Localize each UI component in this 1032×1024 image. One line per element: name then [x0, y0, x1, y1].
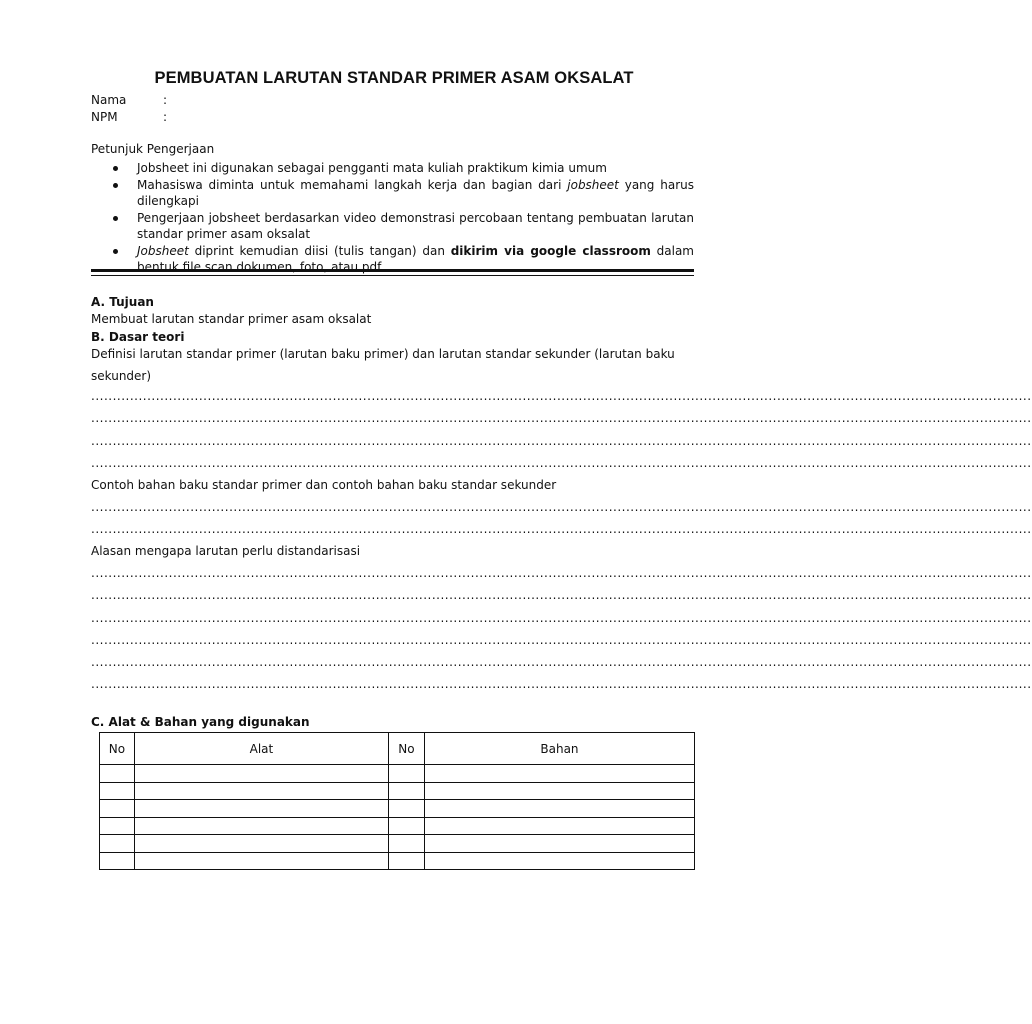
bullet-icon — [113, 183, 118, 188]
table-cell[interactable] — [100, 835, 135, 853]
table-cell[interactable] — [134, 800, 388, 818]
bullet-icon — [113, 249, 118, 254]
table-cell[interactable] — [100, 800, 135, 818]
table-cell[interactable] — [134, 835, 388, 853]
table-row — [100, 782, 695, 800]
table-cell[interactable] — [134, 852, 388, 870]
equipment-table — [99, 732, 695, 870]
table-cell[interactable] — [388, 817, 424, 835]
answer-line: .......................................................................................................................................................................................................................... — [91, 434, 1032, 448]
instructions-heading: Petunjuk Pengerjaan — [91, 142, 215, 156]
table-cell[interactable] — [134, 782, 388, 800]
question-1: Definisi larutan standar primer (larutan baku primer) dan larutan standar sekunder (larutan baku — [91, 347, 675, 361]
table-row — [100, 835, 695, 853]
instructions-list — [91, 160, 694, 276]
table-cell[interactable] — [134, 817, 388, 835]
col-bahan: Bahan — [424, 733, 694, 765]
table-cell[interactable] — [388, 835, 424, 853]
table-cell[interactable] — [134, 765, 388, 783]
instruction-bold: dikirim via google classroom — [450, 243, 651, 258]
instruction-item — [91, 210, 694, 243]
question-2: Contoh bahan baku standar primer dan contoh bahan baku standar sekunder — [91, 478, 557, 492]
col-alat: Alat — [134, 733, 388, 765]
table-row — [100, 800, 695, 818]
name-label: Nama — [91, 93, 127, 107]
section-a-text: Membuat larutan standar primer asam oksalat — [91, 312, 372, 326]
instruction-text: dalam bentuk file scan dokumen, foto, atau pdf — [137, 243, 694, 274]
table-cell[interactable] — [100, 765, 135, 783]
table-row — [100, 852, 695, 870]
instruction-italic: jobsheet — [567, 177, 619, 192]
table-cell[interactable] — [100, 817, 135, 835]
question-3: Alasan mengapa larutan perlu distandarisasi — [91, 544, 361, 558]
instruction-text: Mahasiswa diminta untuk memahami langkah kerja dan bagian dari — [137, 177, 568, 192]
answer-line: .......................................................................................................................................................................................................................... — [91, 655, 1032, 669]
instruction-item — [91, 177, 694, 210]
answer-line: .......................................................................................................................................................................................................................... — [91, 677, 1032, 691]
thin-divider — [91, 275, 694, 276]
bullet-icon — [113, 216, 118, 221]
document-title: PEMBUATAN LARUTAN STANDAR PRIMER ASAM OKSALAT — [154, 69, 634, 87]
table-row — [100, 765, 695, 783]
answer-line: .......................................................................................................................................................................................................................... — [91, 566, 1032, 580]
answer-line: .......................................................................................................................................................................................................................... — [91, 588, 1032, 602]
question-1-cont: sekunder) — [91, 369, 152, 383]
table-row — [100, 817, 695, 835]
table-cell[interactable] — [388, 765, 424, 783]
table-cell[interactable] — [388, 782, 424, 800]
name-colon: : — [163, 93, 168, 107]
table-cell[interactable] — [100, 852, 135, 870]
bullet-icon — [113, 166, 118, 171]
section-b-heading: B. Dasar teori — [91, 330, 185, 344]
instruction-text: Pengerjaan jobsheet berdasarkan video demonstrasi percobaan tentang pembuatan larutan standar primer asam oksalat — [137, 210, 694, 241]
answer-line: .......................................................................................................................................................................................................................... — [91, 411, 1032, 425]
instruction-text: yang harus dilengkapi — [137, 177, 694, 208]
name-field — [91, 93, 167, 107]
section-a-heading: A. Tujuan — [91, 295, 154, 309]
instruction-text: diprint kemudian diisi (tulis tangan) dan — [188, 243, 451, 258]
table-cell[interactable] — [388, 852, 424, 870]
answer-line: .......................................................................................................................................................................................................................... — [91, 456, 1032, 470]
answer-line: .......................................................................................................................................................................................................................... — [91, 633, 1032, 647]
npm-field — [91, 110, 167, 124]
table-cell[interactable] — [388, 800, 424, 818]
table-cell[interactable] — [424, 782, 694, 800]
table-cell[interactable] — [424, 817, 694, 835]
answer-line: .......................................................................................................................................................................................................................... — [91, 611, 1032, 625]
instruction-item — [91, 160, 694, 177]
table-cell[interactable] — [100, 782, 135, 800]
answer-line: .......................................................................................................................................................................................................................... — [91, 522, 1032, 536]
answer-line: .......................................................................................................................................................................................................................... — [91, 500, 1032, 514]
instruction-text: Jobsheet ini digunakan sebagai pengganti mata kuliah praktikum kimia umum — [137, 161, 607, 175]
table-cell[interactable] — [424, 800, 694, 818]
table-cell[interactable] — [424, 852, 694, 870]
col-no: No — [100, 733, 135, 765]
section-c-heading: C. Alat & Bahan yang digunakan — [91, 715, 310, 729]
table-cell[interactable] — [424, 765, 694, 783]
npm-label: NPM — [91, 110, 118, 124]
instruction-italic: Jobsheet — [137, 243, 189, 258]
npm-colon: : — [163, 110, 168, 124]
table-cell[interactable] — [424, 835, 694, 853]
table-header-row — [100, 733, 695, 765]
col-no-2: No — [388, 733, 424, 765]
answer-line: .......................................................................................................................................................................................................................... — [91, 389, 1032, 403]
thick-divider — [91, 269, 694, 272]
